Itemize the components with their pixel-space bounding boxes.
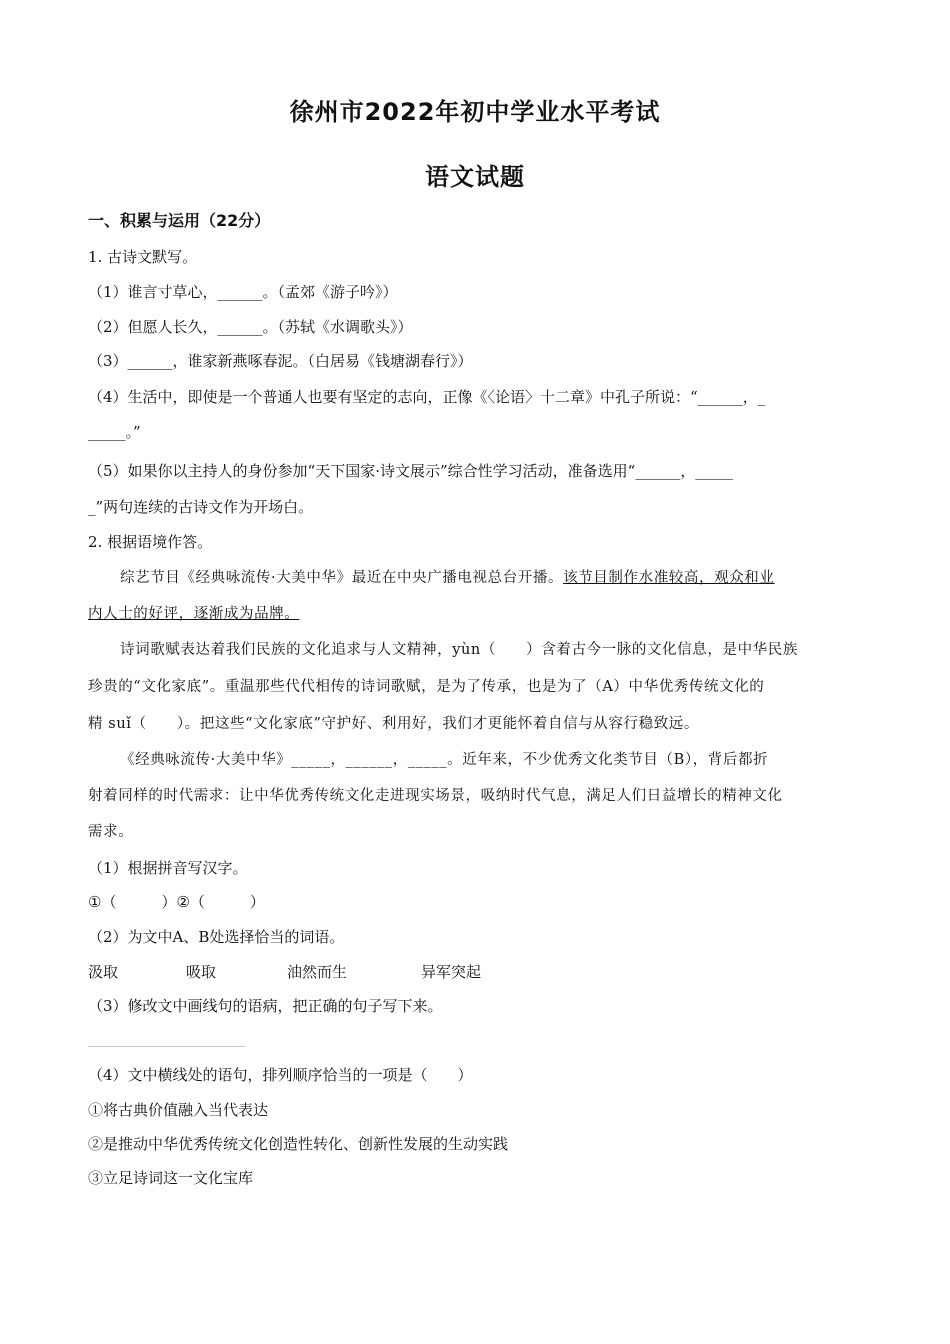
q1-item-5-line-2: _”两句连续的古诗文作为开场白。 [88,498,314,516]
passage-paragraph-2-line-2: 珍贵的“文化家底”。重温那些代代相传的诗词歌赋，是为了传承，也是为了（A）中华优秀传统文化的 [88,679,765,695]
q2-subquestion-3: （3）修改文中画线句的语病，把正确的句子写下来。 [88,997,443,1015]
answer-line [88,1046,245,1047]
passage-paragraph-3-line-1: 《经典咏流传·大美中华》_____，______，_____。近年来，不少优秀文化类节目（B），背后都折 [120,752,769,768]
q1-item-4-line-1: （4）生活中，即使是一个普通人也要有坚定的志向，正像《〈论语〉十二章》中孔子所说：“______，_ [88,388,766,406]
underlined-sentence: 该节目制作水准较高，观众和业 [563,570,775,586]
word-option: 汲取 [88,963,119,981]
q1-item-1: （1）谁言寸草心，______。（孟郊《游子吟》） [88,283,398,301]
choice-item-2: ②是推动中华优秀传统文化创造性转化、创新性发展的生动实践 [88,1135,509,1153]
passage-paragraph-3-line-2: 射着同样的时代需求：让中华优秀传统文化走进现实场景，吸纳时代气息，满足人们日益增长的精神文化 [88,788,783,804]
q1-item-2: （2）但愿人长久，______。（苏轼《水调歌头》） [88,318,413,336]
q1-item-5-line-1: （5）如果你以主持人的身份参加“天下国家·诗文展示”综合性学习活动，准备选用“______，_____ [88,462,733,480]
exam-subtitle: 语文试题 [425,163,525,191]
passage-paragraph-3-line-3: 需求。 [88,824,134,840]
word-option: 油然而生 [287,963,348,981]
passage-text: 综艺节目《经典咏流传·大美中华》最近在中央广播电视总台开播。 [120,570,564,586]
choice-item-3: ③立足诗词这一文化宝库 [88,1169,254,1187]
exam-title: 徐州市2022年初中学业水平考试 [289,98,661,126]
question-2-stem: 2. 根据语境作答。 [88,533,213,551]
underlined-sentence: 内人士的好评，逐渐成为品牌。 [88,606,300,622]
word-option: 异军突起 [421,963,482,981]
passage-paragraph-2-line-3: 精 suǐ（ ）。把这些“文化家底”守护好、利用好，我们才更能怀着自信与从容行稳致远。 [88,716,699,732]
question-1-stem: 1. 古诗文默写。 [88,248,198,266]
q1-item-4-line-2: _____。” [88,423,141,441]
q1-item-3: （3）______，谁家新燕啄春泥。（白居易《钱塘湖春行》） [88,352,473,370]
word-options [88,962,878,982]
q2-subquestion-2: （2）为文中A、B处选择恰当的词语。 [88,928,345,946]
section-heading: 一、积累与运用（22分） [88,211,271,230]
word-option: 吸取 [186,963,217,981]
passage-paragraph-1-line-1 [88,568,890,588]
q2-subquestion-4: （4）文中横线处的语句，排列顺序恰当的一项是（ ） [88,1066,473,1084]
q2-subquestion-1-blanks: ①（ ）②（ ） [88,893,265,911]
passage-paragraph-1-line-2 [88,604,878,624]
q2-subquestion-1: （1）根据拼音写汉字。 [88,859,248,877]
choice-item-1: ①将古典价值融入当代表达 [88,1101,269,1119]
passage-paragraph-2-line-1: 诗词歌赋表达着我们民族的文化追求与人文精神，yùn（ ）含着古今一脉的文化信息，是中华民族 [120,642,798,658]
